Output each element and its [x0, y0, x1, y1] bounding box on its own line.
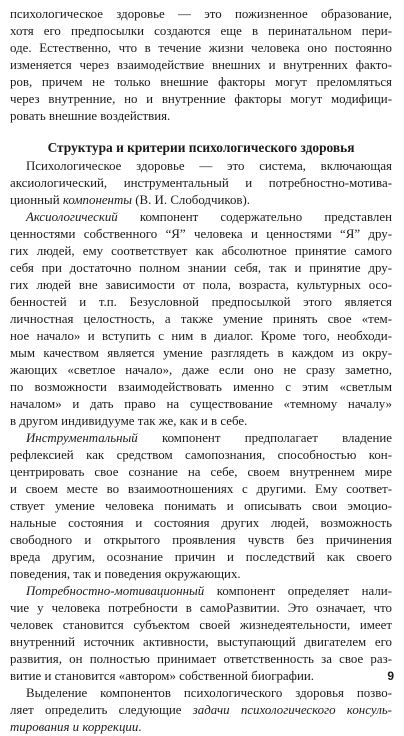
text-line: бенностей и т.п. Безусловной предпосылкой этого является — [10, 295, 392, 309]
text-line: психологическое здоровье — это пожизненное образование, — [10, 7, 392, 21]
paragraph-instrumental — [10, 430, 392, 583]
paragraph-tasks — [10, 685, 392, 736]
paragraph-definition — [10, 158, 392, 209]
text-line: ствует умение человека понимать и описывать свои эмоцио- — [10, 499, 392, 513]
page-number: 9 — [387, 669, 394, 683]
text-line: центрировать свое сознание на себе, своем внутреннем мире — [10, 465, 392, 479]
text-line: себя при достаточно полном знании себя, так и принятие дру- — [10, 261, 392, 275]
text-line: и своем месте во взаимоотношениях с другими. Ему соответ- — [10, 482, 392, 496]
text-line: началом» и дать право на существование «темному началу» — [10, 397, 392, 411]
emphasized-term: Потребностно-мотивационный — [26, 584, 205, 598]
text-line: человек становится субъектом своей жизнедеятельности, имеет — [10, 618, 392, 632]
text-line: витие и становится «автором» собственной биографии. — [10, 669, 315, 683]
text-line: гих людей вне зависимости от пола, возраста, культурных осо- — [10, 278, 392, 292]
text-line: внутренний источник активности, выступающий двигателем его — [10, 635, 392, 649]
text-line: ценностями собственного “Я” человека и ценностями “Я” дру- — [10, 227, 392, 241]
text-line: жающих «светлое начало», даже если оно не сразу заметно, — [10, 363, 392, 377]
text-line: поведения, так и поведения окружающих. — [10, 567, 241, 581]
text-line: нальные состояния и состояния других людей, возможность — [10, 516, 392, 530]
text-line: тирования и коррекции. — [10, 720, 142, 734]
text-line: оде. Естественно, что в течение жизни человека оно постоянно — [10, 41, 392, 55]
section-heading: Структура и критерии психологического здоровья — [47, 140, 355, 155]
text-line: Инструментальный компонент предполагает владение — [26, 431, 392, 445]
emphasized-term: тирования и коррекции — [10, 720, 139, 734]
text-line: аксиологический, инструментальный и потребностно-мотива- — [10, 176, 392, 190]
text-line: ров, причем не только внешние факторы могут преломляться — [10, 75, 392, 89]
paragraph-motivational — [10, 583, 392, 685]
page-body — [10, 6, 392, 736]
text-line: рефлексией как средством самопознания, способностью кон- — [10, 448, 392, 462]
text-line: ционный компоненты (В. И. Слободчиков). — [10, 193, 251, 207]
emphasized-term: Аксиологический — [26, 210, 118, 224]
text-line: по возможности взаимодействовать именно с этим «светлым — [10, 380, 392, 394]
intro-paragraph — [10, 6, 392, 125]
text-line: Аксиологический компонент содержательно представлен — [26, 210, 392, 224]
paragraph-axiological — [10, 209, 392, 430]
emphasized-term: Инструментальный — [26, 431, 138, 445]
text-line: через внутренние, но и внутренние факторы могут модифици- — [10, 92, 392, 106]
text-line: свободного и открытого проявления чувств без причинения — [10, 533, 392, 547]
text-line: ляет определить следующие задачи психологического консуль- — [10, 703, 392, 717]
text-line: вреда другим, осознание причин и последствий как своего — [10, 550, 392, 564]
text-line: ное начало» и вступить с ним в диалог. Кроме того, необходи- — [10, 329, 392, 343]
text-line: хотя его предпосылки создаются еще в перинатальном пери- — [10, 24, 392, 38]
text-line: в другом индивидууме так же, как и в себе. — [10, 414, 248, 428]
text-line: развития, он полностью принимает ответственность за свое раз- — [10, 652, 392, 666]
text-line: изменяется через взаимодействие внешних и внутренних факто- — [10, 58, 392, 72]
text-line: личностная целостность, а также умение принять свое «тем- — [10, 312, 392, 326]
text-line: Потребностно-мотивационный компонент определяет нали- — [26, 584, 392, 598]
text-line: Выделение компонентов психологического здоровья позво- — [26, 686, 392, 700]
text-line: ровать внешние воздействия. — [10, 109, 171, 123]
text-line: Психологическое здоровье — это система, включающая — [26, 159, 392, 173]
text-line: чие у человека потребности в самоPазвитии. Это означает, что — [10, 601, 392, 615]
emphasized-term: задачи психологического консуль- — [192, 703, 392, 717]
text-line: мым качеством является умение разглядеть в каждом из окру- — [10, 346, 392, 360]
text-line: гих людей, ему соответствует как абсолютное принятие самого — [10, 244, 392, 258]
emphasized-term: компоненты — [62, 193, 132, 207]
